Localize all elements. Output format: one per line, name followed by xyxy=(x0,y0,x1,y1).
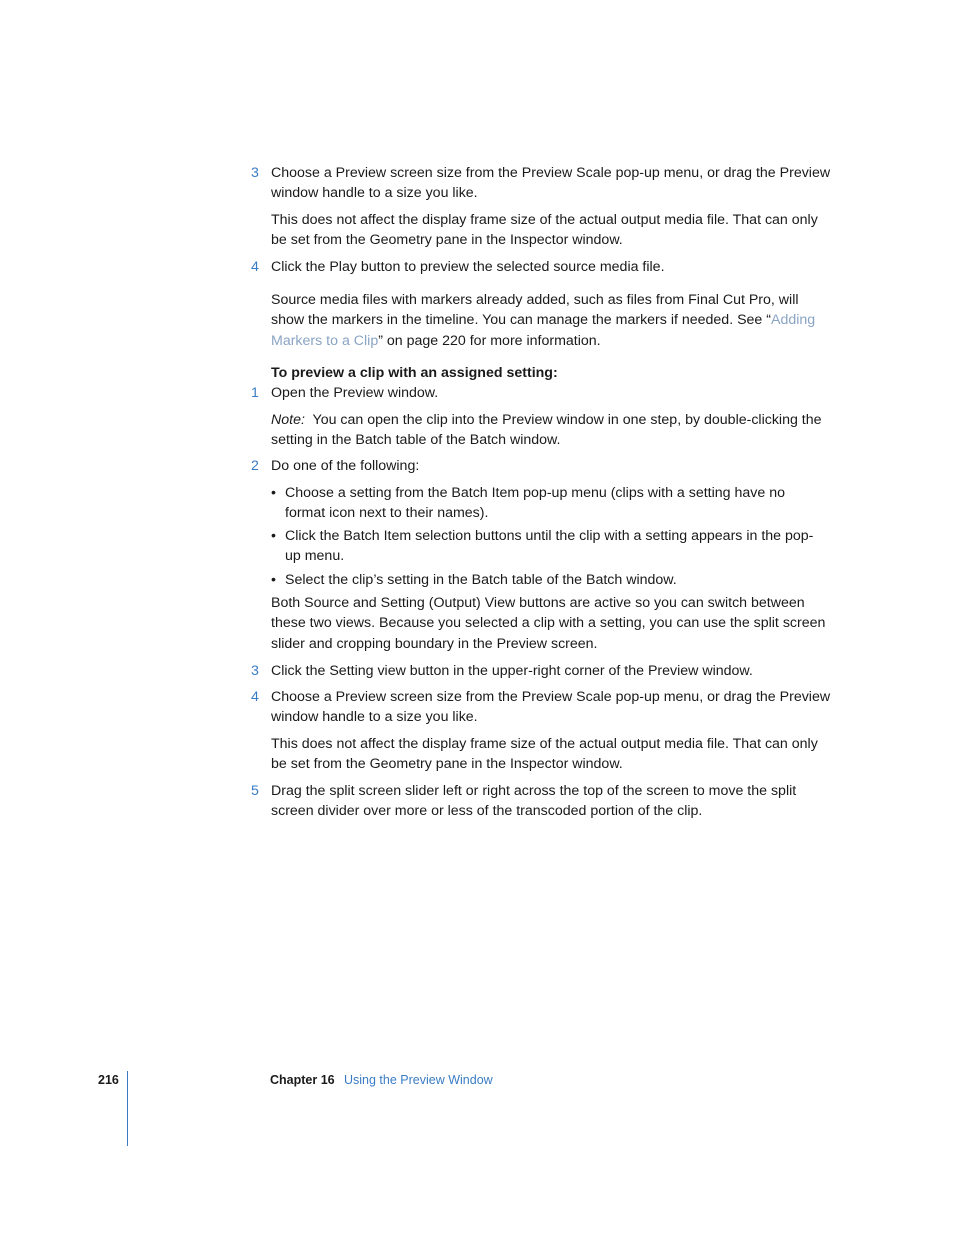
step-number: 2 xyxy=(251,458,259,474)
markers-paragraph xyxy=(271,290,831,351)
bullet-item: Select the clip’s setting in the Batch table of the Batch window. xyxy=(285,572,677,588)
adding-markers-link[interactable]: Adding Markers to a Clip xyxy=(271,312,816,349)
paragraph: This does not affect the display frame size of the actual output media file. That can only be set from the Geometry pane in the Inspector window. xyxy=(271,736,818,773)
step-text: Choose a Preview screen size from the Preview Scale pop-up menu, or drag the Preview window handle to a size you like. xyxy=(271,689,831,726)
page-number: 216 xyxy=(98,1073,119,1087)
step-number: 4 xyxy=(251,689,259,705)
note-label: Note: xyxy=(271,412,305,428)
markers-text-before: Source media files with markers already added, such as files from Final Cut Pro, will show the markers in the timeline. You can manage the markers if needed. See “ xyxy=(271,292,799,329)
chapter-label: Chapter 16 xyxy=(270,1073,335,1087)
paragraph: This does not affect the display frame size of the actual output media file. That can only be set from the Geometry pane in the Inspector window. xyxy=(271,212,818,249)
step-number: 5 xyxy=(251,783,259,799)
chapter-title-link[interactable]: Using the Preview Window xyxy=(344,1073,493,1087)
bullet-item: Choose a setting from the Batch Item pop-up menu (clips with a setting have no format icon next to their names). xyxy=(285,485,785,522)
bullet-item: Click the Batch Item selection buttons until the clip with a setting appears in the pop-up menu. xyxy=(285,528,814,565)
footer-divider xyxy=(127,1071,128,1146)
markers-text-after: ” on page 220 for more information. xyxy=(378,332,601,349)
step-text: Click the Setting view button in the upper-right corner of the Preview window. xyxy=(271,663,753,679)
procedure-heading: To preview a clip with an assigned setting: xyxy=(271,365,558,381)
bullet-marker: • xyxy=(271,485,276,501)
bullet-marker: • xyxy=(271,572,276,588)
step-text: Click the Play button to preview the selected source media file. xyxy=(271,259,665,275)
step-number: 1 xyxy=(251,385,259,401)
note-text: You can open the clip into the Preview window in one step, by double-clicking the setting in the Batch table of the Batch window. xyxy=(271,412,826,449)
step-text: Open the Preview window. xyxy=(271,385,439,401)
note-paragraph xyxy=(271,410,831,451)
step-number: 3 xyxy=(251,663,259,679)
step-text: Do one of the following: xyxy=(271,458,420,474)
bullet-marker: • xyxy=(271,528,276,544)
paragraph: Both Source and Setting (Output) View buttons are active so you can switch between these two views. Because you selected a clip with a setting, you can use the split screen slider and cropping boundary in the Preview screen. xyxy=(271,595,826,652)
step-number: 3 xyxy=(251,165,259,181)
step-text: Choose a Preview screen size from the Preview Scale pop-up menu, or drag the Preview window handle to a size you like. xyxy=(271,165,831,202)
step-text: Drag the split screen slider left or right across the top of the screen to move the split screen divider over more or less of the transcoded portion of the clip. xyxy=(271,783,797,820)
step-number: 4 xyxy=(251,259,259,275)
